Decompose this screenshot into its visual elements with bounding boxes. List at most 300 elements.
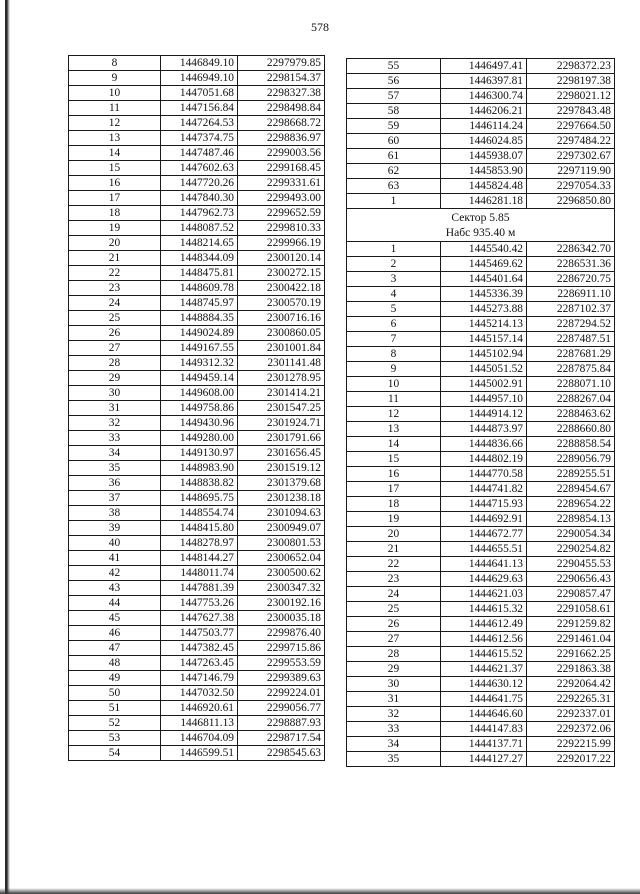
coordinate-y: 2287102.37 — [527, 302, 615, 317]
table-row — [347, 89, 615, 104]
coordinate-x: 1444641.13 — [441, 557, 527, 572]
table-row — [347, 512, 615, 527]
coordinate-y: 2300716.16 — [238, 311, 325, 326]
coordinate-x: 1445401.64 — [441, 272, 527, 287]
coordinate-x: 1444914.12 — [441, 407, 527, 422]
coordinate-y: 2301379.68 — [238, 476, 325, 491]
point-number: 60 — [347, 134, 441, 149]
point-number: 21 — [347, 542, 441, 557]
point-number: 12 — [69, 116, 161, 131]
coordinate-y: 2291461.04 — [527, 632, 615, 647]
point-number: 26 — [347, 617, 441, 632]
table-row — [347, 194, 615, 209]
point-number: 20 — [69, 236, 161, 251]
table-row — [69, 251, 325, 266]
coordinate-x: 1444612.56 — [441, 632, 527, 647]
point-number: 1 — [347, 194, 441, 209]
table-row — [347, 392, 615, 407]
point-number: 34 — [347, 737, 441, 752]
table-row — [69, 686, 325, 701]
coordinate-y: 2288463.62 — [527, 407, 615, 422]
coordinate-y: 2299389.63 — [238, 671, 325, 686]
coordinates-table-left — [68, 55, 325, 761]
page-number: 578 — [311, 20, 329, 34]
coordinate-x: 1447032.50 — [161, 686, 238, 701]
point-number: 29 — [347, 662, 441, 677]
coordinate-y: 2297302.67 — [527, 149, 615, 164]
table-row — [347, 332, 615, 347]
coordinate-x: 1445102.94 — [441, 347, 527, 362]
table-row — [347, 677, 615, 692]
table-row — [347, 647, 615, 662]
point-number: 17 — [69, 191, 161, 206]
coordinate-x: 1447156.84 — [161, 101, 238, 116]
table-row — [347, 437, 615, 452]
point-number: 8 — [69, 56, 161, 71]
coordinate-y: 2301278.95 — [238, 371, 325, 386]
point-number: 25 — [347, 602, 441, 617]
coordinate-x: 1447720.26 — [161, 176, 238, 191]
coordinate-x: 1446281.18 — [441, 194, 527, 209]
table-row — [347, 602, 615, 617]
coordinate-y: 2289255.51 — [527, 467, 615, 482]
table-row — [347, 617, 615, 632]
coordinate-x: 1446811.13 — [161, 716, 238, 731]
coordinate-x: 1448838.82 — [161, 476, 238, 491]
point-number: 31 — [69, 401, 161, 416]
coordinate-x: 1444715.93 — [441, 497, 527, 512]
coordinate-x: 1444127.27 — [441, 752, 527, 767]
coordinate-x: 1447263.45 — [161, 656, 238, 671]
coordinate-y: 2299553.59 — [238, 656, 325, 671]
coordinate-y: 2297843.48 — [527, 104, 615, 119]
coordinate-x: 1445336.39 — [441, 287, 527, 302]
point-number: 15 — [69, 161, 161, 176]
coordinate-y: 2301547.25 — [238, 401, 325, 416]
coordinate-y: 2298498.84 — [238, 101, 325, 116]
table-row — [69, 716, 325, 731]
point-number: 63 — [347, 179, 441, 194]
point-number: 52 — [69, 716, 161, 731]
point-number: 16 — [69, 176, 161, 191]
point-number: 62 — [347, 164, 441, 179]
coordinate-x: 1448344.09 — [161, 251, 238, 266]
point-number: 35 — [347, 752, 441, 767]
coordinate-x: 1449430.96 — [161, 416, 238, 431]
table-row — [69, 551, 325, 566]
point-number: 50 — [69, 686, 161, 701]
table-row — [347, 257, 615, 272]
table-row — [69, 221, 325, 236]
point-number: 11 — [69, 101, 161, 116]
coordinate-y: 2286720.75 — [527, 272, 615, 287]
point-number: 16 — [347, 467, 441, 482]
table-row — [69, 671, 325, 686]
point-number: 30 — [69, 386, 161, 401]
table-row — [347, 74, 615, 89]
coordinate-x: 1445157.14 — [441, 332, 527, 347]
coordinate-x: 1445273.88 — [441, 302, 527, 317]
coordinate-x: 1447374.75 — [161, 131, 238, 146]
coordinate-x: 1446206.21 — [441, 104, 527, 119]
coordinate-x: 1448415.80 — [161, 521, 238, 536]
table-row — [69, 566, 325, 581]
point-number: 9 — [69, 71, 161, 86]
coordinate-x: 1446397.81 — [441, 74, 527, 89]
coordinate-y: 2300570.19 — [238, 296, 325, 311]
table-row — [69, 626, 325, 641]
point-number: 38 — [69, 506, 161, 521]
table-row — [69, 311, 325, 326]
coordinate-y: 2299331.61 — [238, 176, 325, 191]
coordinate-x: 1448554.74 — [161, 506, 238, 521]
coordinate-y: 2287294.52 — [527, 317, 615, 332]
coordinate-x: 1448609.78 — [161, 281, 238, 296]
table-row — [347, 59, 615, 74]
coordinate-x: 1448983.90 — [161, 461, 238, 476]
table-row — [69, 746, 325, 761]
coordinate-x: 1445938.07 — [441, 149, 527, 164]
point-number: 61 — [347, 149, 441, 164]
coordinate-y: 2297979.85 — [238, 56, 325, 71]
coordinate-y: 2292337.01 — [527, 707, 615, 722]
point-number: 17 — [347, 482, 441, 497]
coordinate-x: 1445051.52 — [441, 362, 527, 377]
table-row — [69, 431, 325, 446]
point-number: 23 — [69, 281, 161, 296]
coordinate-y: 2301414.21 — [238, 386, 325, 401]
coordinate-y: 2300949.07 — [238, 521, 325, 536]
coordinate-y: 2298154.37 — [238, 71, 325, 86]
point-number: 22 — [347, 557, 441, 572]
point-number: 18 — [347, 497, 441, 512]
point-number: 33 — [347, 722, 441, 737]
point-number: 28 — [69, 356, 161, 371]
sector-subtitle: Набс 935.40 м — [445, 226, 516, 239]
point-number: 57 — [347, 89, 441, 104]
coordinate-y: 2301791.66 — [238, 431, 325, 446]
table-row — [347, 692, 615, 707]
coordinate-x: 1448475.81 — [161, 266, 238, 281]
coordinate-x: 1444629.63 — [441, 572, 527, 587]
coordinate-x: 1444646.60 — [441, 707, 527, 722]
table-row — [69, 731, 325, 746]
coordinate-x: 1447264.53 — [161, 116, 238, 131]
coordinate-y: 2289056.79 — [527, 452, 615, 467]
coordinate-y: 2301001.84 — [238, 341, 325, 356]
coordinate-y: 2286911.10 — [527, 287, 615, 302]
point-number: 48 — [69, 656, 161, 671]
table-row — [347, 707, 615, 722]
point-number: 33 — [69, 431, 161, 446]
table-row — [347, 527, 615, 542]
point-number: 24 — [347, 587, 441, 602]
coordinate-x: 1445853.90 — [441, 164, 527, 179]
point-number: 32 — [69, 416, 161, 431]
point-number: 15 — [347, 452, 441, 467]
point-number: 21 — [69, 251, 161, 266]
point-number: 31 — [347, 692, 441, 707]
coordinate-y: 2287875.84 — [527, 362, 615, 377]
table-row — [69, 101, 325, 116]
sector-caption — [347, 209, 615, 242]
coordinate-y: 2288267.04 — [527, 392, 615, 407]
point-number: 8 — [347, 347, 441, 362]
coordinate-y: 2290455.53 — [527, 557, 615, 572]
coordinate-y: 2300272.15 — [238, 266, 325, 281]
table-row — [69, 131, 325, 146]
point-number: 29 — [69, 371, 161, 386]
coordinate-y: 2298717.54 — [238, 731, 325, 746]
coordinate-y: 2299224.01 — [238, 686, 325, 701]
coordinate-y: 2289654.22 — [527, 497, 615, 512]
coordinate-y: 2297054.33 — [527, 179, 615, 194]
point-number: 12 — [347, 407, 441, 422]
point-number: 58 — [347, 104, 441, 119]
coordinate-x: 1444615.32 — [441, 602, 527, 617]
coordinate-y: 2288858.54 — [527, 437, 615, 452]
coordinate-x: 1446704.09 — [161, 731, 238, 746]
table-row — [69, 146, 325, 161]
coordinate-x: 1446599.51 — [161, 746, 238, 761]
coordinate-x: 1445002.91 — [441, 377, 527, 392]
coordinate-x: 1449459.14 — [161, 371, 238, 386]
coordinate-y: 2291662.25 — [527, 647, 615, 662]
table-row — [347, 752, 615, 767]
coordinate-x: 1449167.55 — [161, 341, 238, 356]
coordinate-x: 1447382.45 — [161, 641, 238, 656]
coordinate-y: 2292017.22 — [527, 752, 615, 767]
coordinate-y: 2299876.40 — [238, 626, 325, 641]
coordinate-y: 2301656.45 — [238, 446, 325, 461]
coordinate-y: 2298836.97 — [238, 131, 325, 146]
point-number: 6 — [347, 317, 441, 332]
point-number: 53 — [69, 731, 161, 746]
table-row — [347, 119, 615, 134]
point-number: 22 — [69, 266, 161, 281]
point-number: 2 — [347, 257, 441, 272]
scan-left-edge — [5, 0, 10, 894]
table-row — [347, 632, 615, 647]
coordinate-x: 1449608.00 — [161, 386, 238, 401]
coordinate-x: 1445469.62 — [441, 257, 527, 272]
table-row — [347, 242, 615, 257]
coordinate-y: 2299003.56 — [238, 146, 325, 161]
table-row — [69, 461, 325, 476]
point-number: 40 — [69, 536, 161, 551]
coordinate-y: 2287681.29 — [527, 347, 615, 362]
point-number: 55 — [347, 59, 441, 74]
point-number: 49 — [69, 671, 161, 686]
coordinate-x: 1447503.77 — [161, 626, 238, 641]
coordinate-x: 1448884.35 — [161, 311, 238, 326]
table-row — [347, 737, 615, 752]
coordinate-x: 1445824.48 — [441, 179, 527, 194]
coordinate-y: 2291863.38 — [527, 662, 615, 677]
coordinate-y: 2300801.53 — [238, 536, 325, 551]
point-number: 37 — [69, 491, 161, 506]
point-number: 56 — [347, 74, 441, 89]
coordinate-y: 2301924.71 — [238, 416, 325, 431]
point-number: 18 — [69, 206, 161, 221]
coordinate-x: 1444655.51 — [441, 542, 527, 557]
point-number: 46 — [69, 626, 161, 641]
coordinate-y: 2300500.62 — [238, 566, 325, 581]
coordinate-y: 2298372.23 — [527, 59, 615, 74]
table-row — [347, 272, 615, 287]
coordinate-y: 2298197.38 — [527, 74, 615, 89]
coordinate-y: 2300192.16 — [238, 596, 325, 611]
coordinate-y: 2297484.22 — [527, 134, 615, 149]
coordinate-y: 2301238.18 — [238, 491, 325, 506]
coordinate-y: 2290857.47 — [527, 587, 615, 602]
coordinate-y: 2300120.14 — [238, 251, 325, 266]
table-row — [69, 371, 325, 386]
table-row — [69, 161, 325, 176]
point-number: 27 — [347, 632, 441, 647]
table-row — [347, 542, 615, 557]
table-row — [347, 362, 615, 377]
table-row — [347, 302, 615, 317]
coordinate-x: 1447753.26 — [161, 596, 238, 611]
coordinate-y: 2298887.93 — [238, 716, 325, 731]
coordinate-y: 2286342.70 — [527, 242, 615, 257]
coordinate-x: 1447881.39 — [161, 581, 238, 596]
table-row — [69, 341, 325, 356]
table-row — [69, 206, 325, 221]
point-number: 20 — [347, 527, 441, 542]
coordinate-x: 1449758.86 — [161, 401, 238, 416]
coordinate-y: 2298545.63 — [238, 746, 325, 761]
table-row — [69, 386, 325, 401]
coordinate-y: 2292064.42 — [527, 677, 615, 692]
table-row — [69, 581, 325, 596]
coordinate-y: 2301519.12 — [238, 461, 325, 476]
coordinate-x: 1449280.00 — [161, 431, 238, 446]
coordinate-y: 2291259.82 — [527, 617, 615, 632]
coordinate-y: 2298668.72 — [238, 116, 325, 131]
coordinate-y: 2292265.31 — [527, 692, 615, 707]
coordinate-x: 1444137.71 — [441, 737, 527, 752]
point-number: 44 — [69, 596, 161, 611]
coordinate-y: 2299715.86 — [238, 641, 325, 656]
table-row — [69, 446, 325, 461]
coordinate-x: 1448144.27 — [161, 551, 238, 566]
coordinate-x: 1444802.19 — [441, 452, 527, 467]
sector-title: Сектор 5.85 — [451, 211, 510, 224]
coordinate-y: 2287487.51 — [527, 332, 615, 347]
coordinate-y: 2290254.82 — [527, 542, 615, 557]
coordinate-y: 2300652.04 — [238, 551, 325, 566]
table-row — [347, 287, 615, 302]
coordinate-x: 1444621.37 — [441, 662, 527, 677]
table-row — [347, 407, 615, 422]
coordinate-y: 2291058.61 — [527, 602, 615, 617]
table-row — [69, 86, 325, 101]
point-number: 5 — [347, 302, 441, 317]
coordinate-y: 2298021.12 — [527, 89, 615, 104]
table-row — [347, 722, 615, 737]
table-row — [69, 266, 325, 281]
coordinate-x: 1444630.12 — [441, 677, 527, 692]
point-number: 13 — [347, 422, 441, 437]
coordinate-x: 1446849.10 — [161, 56, 238, 71]
table-row — [347, 482, 615, 497]
table-row — [69, 356, 325, 371]
coordinate-x: 1447487.46 — [161, 146, 238, 161]
point-number: 10 — [347, 377, 441, 392]
table-row — [69, 236, 325, 251]
coordinate-x: 1449130.97 — [161, 446, 238, 461]
coordinate-x: 1449024.89 — [161, 326, 238, 341]
table-row — [347, 662, 615, 677]
point-number: 45 — [69, 611, 161, 626]
table-row — [69, 596, 325, 611]
point-number: 59 — [347, 119, 441, 134]
table-row — [69, 536, 325, 551]
coordinate-y: 2299056.77 — [238, 701, 325, 716]
point-number: 26 — [69, 326, 161, 341]
coordinate-x: 1446114.24 — [441, 119, 527, 134]
table-row — [347, 587, 615, 602]
table-row — [69, 416, 325, 431]
table-row — [69, 401, 325, 416]
coordinate-y: 2300035.18 — [238, 611, 325, 626]
point-number: 19 — [347, 512, 441, 527]
coordinate-x: 1448214.65 — [161, 236, 238, 251]
coordinate-y: 2301094.63 — [238, 506, 325, 521]
coordinate-x: 1446920.61 — [161, 701, 238, 716]
coordinate-x: 1444641.75 — [441, 692, 527, 707]
coordinate-x: 1444615.52 — [441, 647, 527, 662]
coordinates-table-right — [346, 58, 615, 767]
scan-bottom-edge — [0, 888, 640, 894]
table-row — [69, 281, 325, 296]
point-number: 10 — [69, 86, 161, 101]
coordinate-y: 2297664.50 — [527, 119, 615, 134]
coordinate-x: 1447840.30 — [161, 191, 238, 206]
coordinate-x: 1445214.13 — [441, 317, 527, 332]
coordinate-x: 1444836.66 — [441, 437, 527, 452]
coordinate-x: 1446949.10 — [161, 71, 238, 86]
point-number: 24 — [69, 296, 161, 311]
point-number: 41 — [69, 551, 161, 566]
coordinate-y: 2292215.99 — [527, 737, 615, 752]
point-number: 7 — [347, 332, 441, 347]
coordinate-y: 2290656.43 — [527, 572, 615, 587]
point-number: 14 — [347, 437, 441, 452]
point-number: 23 — [347, 572, 441, 587]
table-row — [69, 506, 325, 521]
coordinate-x: 1445540.42 — [441, 242, 527, 257]
coordinate-x: 1446300.74 — [441, 89, 527, 104]
coordinate-x: 1446024.85 — [441, 134, 527, 149]
table-row — [347, 317, 615, 332]
point-number: 1 — [347, 242, 441, 257]
table-row — [347, 557, 615, 572]
coordinate-y: 2297119.90 — [527, 164, 615, 179]
point-number: 39 — [69, 521, 161, 536]
coordinate-y: 2299493.00 — [238, 191, 325, 206]
table-row — [69, 296, 325, 311]
coordinate-y: 2300860.05 — [238, 326, 325, 341]
point-number: 51 — [69, 701, 161, 716]
point-number: 9 — [347, 362, 441, 377]
coordinate-x: 1444612.49 — [441, 617, 527, 632]
table-row — [347, 347, 615, 362]
table-row — [69, 116, 325, 131]
coordinate-x: 1446497.41 — [441, 59, 527, 74]
